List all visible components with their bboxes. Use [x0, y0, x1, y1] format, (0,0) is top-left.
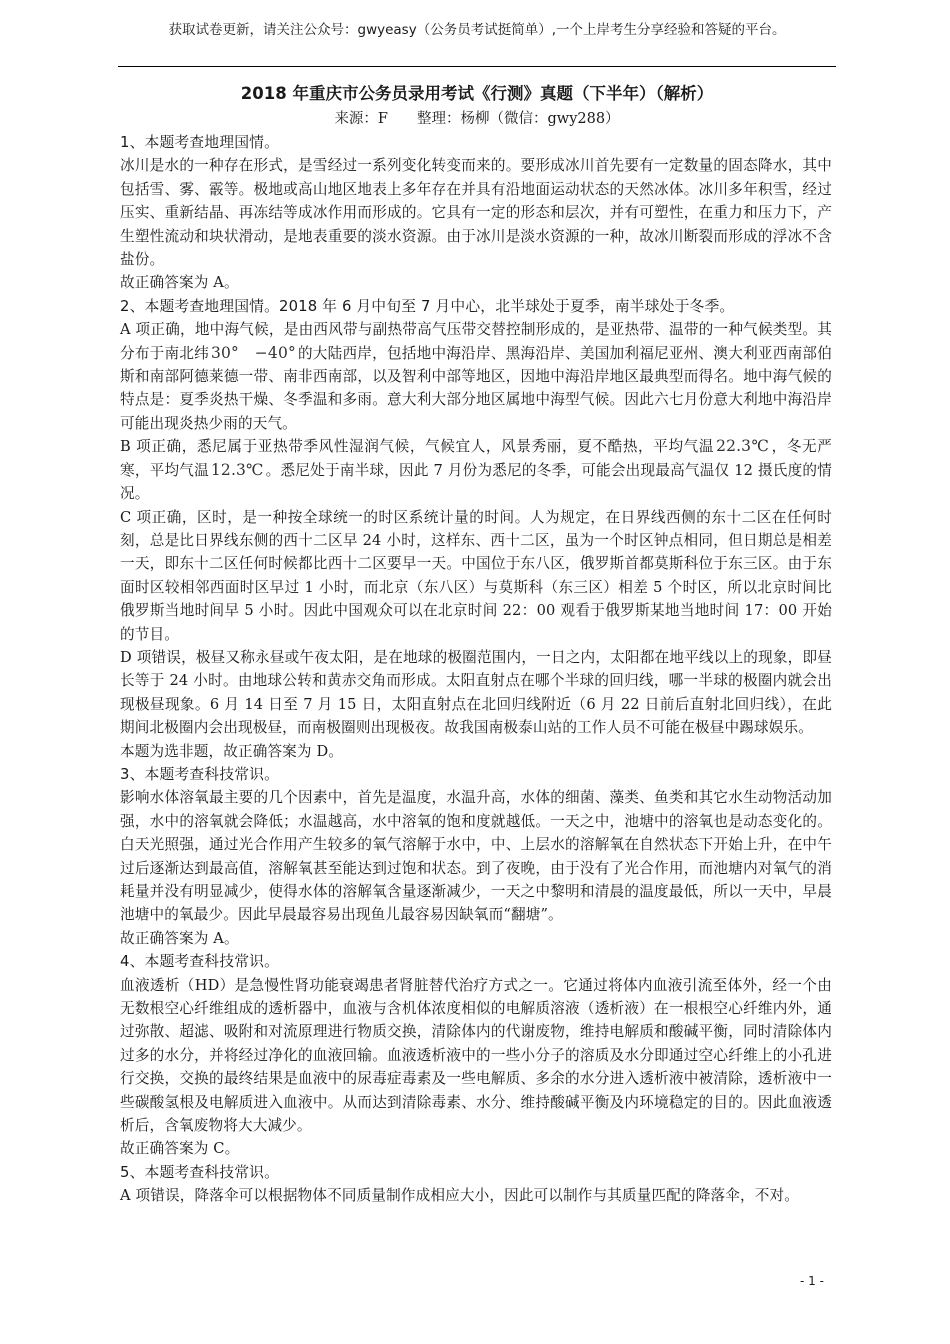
q1-body: 冰川是水的一种存在形式，是雪经过一系列变化转变而来的。要形成冰川首先要有一定数量的固态降水，其中包括雪、雾、霰等。极地或高山地区地表上多年存在并具有沿地面运动状态的天然冰体。冰川多年积雪，经过压实、重新结晶、再冻结等成冰作用而形成的。它具有一定的形态和层次，并有可塑性，在重力和压力下，产生塑性流动和块状滑动，是地表重要的淡水资源。由于冰川是淡水资源的一种，故冰川断裂而形成的浮冰不含盐份。 [120, 157, 832, 269]
summer-temperature-formula: 22.3℃ [716, 437, 770, 456]
q3-body: 影响水体溶氧最主要的几个因素中，首先是温度，水温升高，水体的细菌、藻类、鱼类和其它水生动物活动加强，水中的溶氧就会降低；水温越高，水中溶氧的饱和度就越低。一天之中，池塘中的溶氧也是动态变化的。白天光照强，通过光合作用产生较多的氧气溶解于水中，中、上层水的溶解氧在自然状态下开始上升，在中午过后逐渐达到最高值，溶解氧甚至能达到过饱和状态。到了夜晚，由于没有了光合作用，而池塘内对氧气的消耗量并没有明显减少，使得水体的溶解氧含量逐渐减少，一天之中黎明和清晨的温度最低，所以一天中，早晨池塘中的氧最少。因此早晨最容易出现鱼儿最容易因缺氧而“翻塘”。 [120, 789, 832, 924]
q4-body: 血液透析（HD）是急慢性肾功能衰竭患者肾脏替代治疗方式之一。它通过将体内血液引流至体外，经一个由无数根空心纤维组成的透析器中，血液与含机体浓度相似的电解质溶液（透析液）在一根根空心纤维内外，通过弥散、超滤、吸附和对流原理进行物质交换，清除体内的代谢废物，维持电解质和酸碱平衡，同时清除体内过多的水分，并将经过净化的血液回输。血液透析液中的一些小分子的溶质及水分即通过空心纤维上的小孔进行交换，交换的最终结果是血液中的尿毒症毒素及一些电解质、多余的水分进入透析液中被清除，透析液中一些碳酸氢根及电解质进入血液中。从而达到清除毒素、水分、维持酸碱平衡及内环境稳定的目的。因此血液透析后，含氧废物将大大减少。 [120, 976, 832, 1135]
page-number: - 1 - [800, 1274, 824, 1288]
q4-heading: 4、本题考查科技常识。 [120, 953, 280, 971]
q2-b-text-1: B 项正确，悉尼属于亚热带季风性湿润气候，气候宜人，风景秀丽，夏不酷热，平均气温 [120, 438, 715, 456]
q2-option-a [120, 318, 832, 435]
q2-heading: 2、本题考查地理国情。2018 年 6 月中旬至 7 月中心，北半球处于夏季，南半球处于冬季。 [120, 297, 735, 315]
q2-b-text-3: 。悉尼处于南半球，因此 7 月份为悉尼的冬季，可能会出现最高气温仅 12 摄氏度的情况。 [120, 461, 832, 503]
q1-heading: 1、本题考查地理国情。 [120, 134, 280, 151]
q5-option-a: A 项错误，降落伞可以根据物体不同质量制作成相应大小，因此可以制作与其质量匹配的降落伞，不对。 [120, 1187, 799, 1205]
document-title: 2018 年重庆市公务员录用考试《行测》真题（下半年）（解析） [240, 84, 714, 103]
q2-option-b [120, 435, 832, 505]
latitude-formula: 30° −40° [211, 343, 296, 362]
winter-temperature-formula: 12.3℃ [210, 460, 264, 479]
q2-b-text-2: ，冬无严寒，平均气温 [120, 438, 832, 479]
q2-answer: 本题为选非题，故正确答案为 D。 [120, 742, 344, 760]
document-body [120, 131, 832, 1208]
document-source: 来源：F 整理：杨柳（微信：gwy288） [334, 111, 620, 127]
header-divider [118, 66, 836, 67]
q3-answer: 故正确答案为 A。 [120, 929, 239, 947]
q2-option-c: C 项正确，区时，是一种按全球统一的时区系统计量的时间。人为规定，在日界线西侧的东十二区在任何时刻，总是比日界线东侧的西十二区早 24 小时，这样东、西十二区，虽为一个时区钟点相同，但日期总是相差一天，即东十二区任何时候都比西十二区要早一天。中国位于东八区，俄罗斯首都莫斯科位于东三区。由于东面时区较相邻西面时区早过 1 小时，而北京（东八区）与莫斯科（东三区）相差 5 个时区，所以北京时间比俄罗斯当地时间早 5 小时。因此中国观众可以在北京时间 22：00 观看于俄罗斯某地当地时间 17：00 开始的节目。 [120, 508, 832, 643]
q2-option-d: D 项错误，极昼又称永昼或午夜太阳，是在地球的极圈范围内，一日之内，太阳都在地平线以上的现象，即昼长等于 24 小时。由地球公转和黄赤交角而形成。太阳直射点在哪个半球的回归线，哪一半球的极圈内就会出现极昼现象。6 月 14 日至 7 月 15 日，太阳直射点在北回归线附近（6 月 22 日前后直射北回归线），在此期间北极圈内会出现极昼，而南极圈则出现极夜。故我国南极泰山站的工作人员不可能在极昼中踢球娱乐。 [120, 648, 832, 737]
top-notice: 获取试卷更新，请关注公众号：gwyeasy（公务员考试挺简单）,一个上岸考生分享经验和答疑的平台。 [168, 22, 786, 38]
q2-a-text-1: A 项正确，地中海气候，是由西风带与副热带高气压带交替控制形成的，是亚热带、温带的一种气候类型。其分布于南北纬 [120, 321, 832, 362]
q2-a-text-2: 的大陆西岸，包括地中海沿岸、黑海沿岸、美国加利福尼亚州、澳大利亚西南部伯斯和南部阿德莱德一带、南非西南部，以及智利中部等地区，因地中海沿岸地区最典型而得名。地中海气候的特点是：夏季炎热干燥、冬季温和多雨。意大利大部分地区属地中海型气候。因此六七月份意大利地中海沿岸可能出现炎热少雨的天气。 [120, 344, 832, 432]
q4-answer: 故正确答案为 C。 [120, 1140, 240, 1158]
q1-answer: 故正确答案为 A。 [120, 274, 239, 292]
q5-heading: 5、本题考查科技常识。 [120, 1163, 280, 1181]
q3-heading: 3、本题考查科技常识。 [120, 765, 280, 783]
